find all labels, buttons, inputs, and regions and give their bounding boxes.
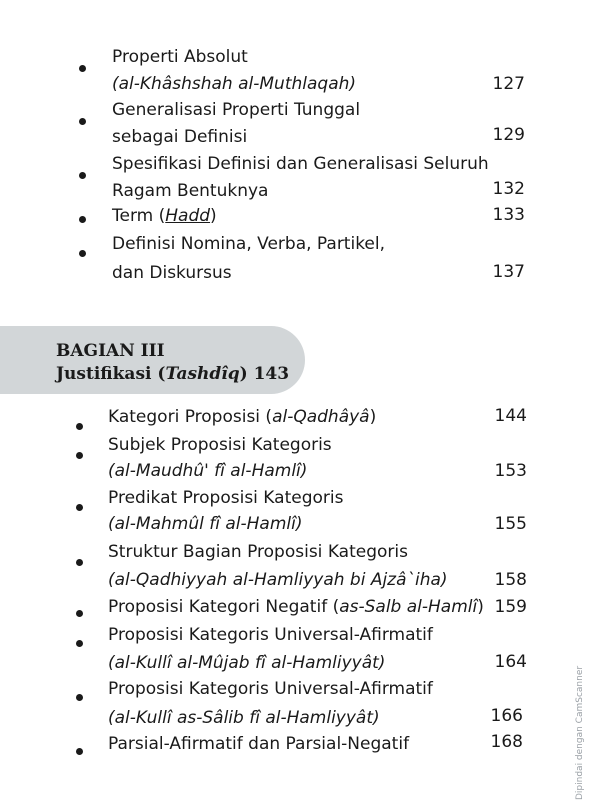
entry-line: Term (Hadd) bbox=[112, 206, 217, 226]
entry-line: Generalisasi Properti Tunggal bbox=[112, 100, 361, 120]
entry-page-number: 155 bbox=[494, 514, 527, 534]
entry-line: Struktur Bagian Proposisi Kategoris bbox=[108, 542, 408, 562]
bullet-icon bbox=[76, 452, 83, 459]
entry-line: Proposisi Kategoris Universal-Afirmatif bbox=[108, 679, 433, 699]
part-subtitle bbox=[56, 363, 289, 385]
entry-page-number: 137 bbox=[492, 262, 525, 282]
part-subtitle-italic: Tashdîq bbox=[165, 364, 240, 384]
scanner-watermark: Dipindai dengan CamScanner bbox=[575, 665, 585, 800]
entry-line: dan Diskursus bbox=[112, 263, 232, 283]
bullet-icon bbox=[76, 610, 83, 617]
part-subtitle-prefix: Justifikasi ( bbox=[56, 364, 166, 384]
bullet-icon bbox=[79, 172, 86, 179]
entry-line: Spesifikasi Definisi dan Generalisasi Seluruh bbox=[112, 154, 489, 174]
entry-page-number: 144 bbox=[494, 406, 527, 426]
entry-line: Predikat Proposisi Kategoris bbox=[108, 488, 344, 508]
entry-page-number: 158 bbox=[494, 570, 527, 590]
bullet-icon bbox=[79, 118, 86, 125]
entry-page-number: 166 bbox=[490, 706, 523, 726]
bullet-icon bbox=[76, 694, 83, 701]
entry-line: (al-Khâshshah al-Muthlaqah) bbox=[112, 74, 357, 94]
entry-line: Proposisi Kategoris Universal-Afirmatif bbox=[108, 625, 433, 645]
entry-line: Subjek Proposisi Kategoris bbox=[108, 435, 332, 455]
part-title: BAGIAN III bbox=[56, 341, 165, 361]
bullet-icon bbox=[76, 748, 83, 755]
entry-line: Ragam Bentuknya bbox=[112, 181, 269, 201]
part-subtitle-suffix: ) 143 bbox=[239, 364, 290, 384]
entry-line: Properti Absolut bbox=[112, 47, 248, 67]
entry-page-number: 168 bbox=[490, 732, 523, 752]
bullet-icon bbox=[79, 250, 86, 257]
entry-line: (al-Kullî al-Mûjab fî al-Hamliyyât) bbox=[108, 653, 386, 673]
entry-page-number: 159 bbox=[494, 597, 527, 617]
bullet-icon bbox=[76, 423, 83, 430]
entry-line: sebagai Definisi bbox=[112, 127, 248, 147]
entry-page-number: 164 bbox=[494, 652, 527, 672]
entry-line: (al-Maudhû' fî al-Hamlî) bbox=[108, 461, 308, 481]
entry-line: Kategori Proposisi (al-Qadhâyâ) bbox=[108, 407, 377, 427]
entry-line: (al-Kullî as-Sâlib fî al-Hamliyyât) bbox=[108, 708, 380, 728]
bullet-icon bbox=[79, 65, 86, 72]
bullet-icon bbox=[76, 559, 83, 566]
entry-page-number: 129 bbox=[492, 125, 525, 145]
entry-page-number: 133 bbox=[492, 205, 525, 225]
entry-page-number: 153 bbox=[494, 461, 527, 481]
entry-line: (al-Qadhiyyah al-Hamliyyah bi Ajzâ`iha) bbox=[108, 570, 448, 590]
entry-line: Definisi Nomina, Verba, Partikel, bbox=[112, 234, 386, 254]
bullet-icon bbox=[76, 640, 83, 647]
bullet-icon bbox=[79, 216, 86, 223]
entry-page-number: 127 bbox=[492, 74, 525, 94]
entry-line: (al-Mahmûl fî al-Hamlî) bbox=[108, 514, 303, 534]
bullet-icon bbox=[76, 504, 83, 511]
entry-page-number: 132 bbox=[492, 179, 525, 199]
entry-line: Proposisi Kategori Negatif (as-Salb al-Hamlî) bbox=[108, 597, 484, 617]
entry-line: Parsial-Afirmatif dan Parsial-Negatif bbox=[108, 734, 410, 754]
